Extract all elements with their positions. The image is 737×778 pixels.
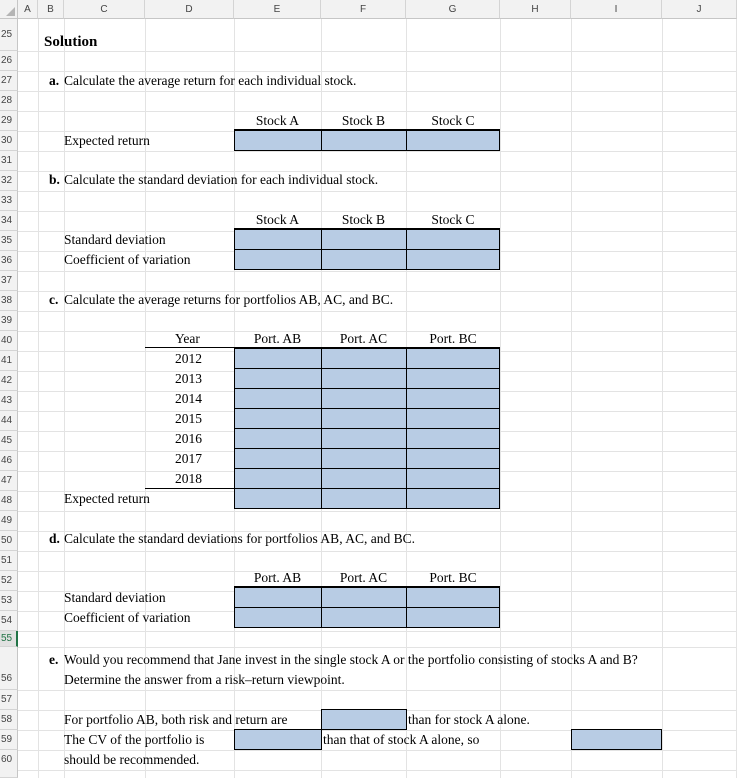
row-header-34[interactable]: 34 bbox=[0, 211, 18, 231]
input-cell-f42[interactable] bbox=[321, 368, 407, 389]
gridline bbox=[18, 271, 737, 272]
input-cell-g46[interactable] bbox=[406, 448, 500, 469]
part-b-header-stock-a: Stock A bbox=[255, 212, 300, 227]
row-header-39[interactable]: 39 bbox=[0, 311, 18, 331]
column-header-h[interactable]: H bbox=[500, 0, 571, 19]
year-cell: 2014 bbox=[175, 391, 202, 406]
input-cell-f35[interactable] bbox=[321, 229, 407, 250]
input-cell-g30[interactable] bbox=[406, 130, 500, 151]
input-cell-f45[interactable] bbox=[321, 428, 407, 449]
part-b-std-dev-label: Standard deviation bbox=[64, 232, 166, 247]
select-all-corner[interactable] bbox=[0, 0, 18, 19]
gridline bbox=[662, 19, 663, 778]
gridline bbox=[18, 647, 737, 648]
gridline bbox=[18, 51, 737, 52]
input-cell-g42[interactable] bbox=[406, 368, 500, 389]
input-cell-e30[interactable] bbox=[234, 130, 322, 151]
year-cell: 2016 bbox=[175, 431, 202, 446]
input-cell-g47[interactable] bbox=[406, 468, 500, 489]
row-header-53[interactable]: 53 bbox=[0, 591, 18, 611]
part-e-label: e. bbox=[49, 652, 59, 667]
row-header-57[interactable]: 57 bbox=[0, 690, 18, 710]
input-cell-f43[interactable] bbox=[321, 388, 407, 409]
row-header-37[interactable]: 37 bbox=[0, 271, 18, 291]
row-header-32[interactable]: 32 bbox=[0, 171, 18, 191]
part-a-heading: Calculate the average return for each individual stock. bbox=[64, 73, 357, 88]
row-header-49[interactable]: 49 bbox=[0, 511, 18, 531]
part-c-heading: Calculate the average returns for portfolios AB, AC, and BC. bbox=[64, 292, 394, 307]
part-d-header-port-ac: Port. AC bbox=[339, 570, 388, 585]
column-header-b[interactable]: B bbox=[38, 0, 64, 19]
input-cell-g53[interactable] bbox=[406, 587, 500, 608]
input-cell-e44[interactable] bbox=[234, 408, 322, 429]
input-cell-g43[interactable] bbox=[406, 388, 500, 409]
gridline bbox=[18, 151, 737, 152]
input-cell-g48[interactable] bbox=[406, 488, 500, 509]
input-cell-f44[interactable] bbox=[321, 408, 407, 429]
row-header-60[interactable]: 60 bbox=[0, 750, 18, 778]
row-header-30[interactable]: 30 bbox=[0, 131, 18, 151]
row-header-52[interactable]: 52 bbox=[0, 571, 18, 591]
row-header-38[interactable]: 38 bbox=[0, 291, 18, 311]
part-e-line1-right: than for stock A alone. bbox=[408, 712, 530, 727]
gridline bbox=[18, 750, 737, 751]
gridline bbox=[18, 311, 737, 312]
row-header-58[interactable]: 58 bbox=[0, 710, 18, 730]
row-header-47[interactable]: 47 bbox=[0, 471, 18, 491]
input-cell-f36[interactable] bbox=[321, 249, 407, 270]
row-header-42[interactable]: 42 bbox=[0, 371, 18, 391]
year-underline bbox=[145, 488, 234, 489]
part-b-header-stock-c: Stock C bbox=[431, 212, 475, 227]
input-cell-g41[interactable] bbox=[406, 348, 500, 369]
input-cell-f58[interactable] bbox=[321, 709, 407, 730]
input-cell-e36[interactable] bbox=[234, 249, 322, 270]
row-header-51[interactable]: 51 bbox=[0, 551, 18, 571]
input-cell-g44[interactable] bbox=[406, 408, 500, 429]
part-a-expected-return-label: Expected return bbox=[64, 133, 150, 148]
part-c-expected-return-label: Expected return bbox=[64, 491, 150, 506]
input-cell-e41[interactable] bbox=[234, 348, 322, 369]
gridline bbox=[18, 690, 737, 691]
part-a-header-stock-a: Stock A bbox=[255, 113, 300, 128]
row-header-54[interactable]: 54 bbox=[0, 611, 18, 631]
row-header-26[interactable]: 26 bbox=[0, 51, 18, 71]
part-d-cv-label: Coefficient of variation bbox=[64, 610, 191, 625]
part-c-header-port-ac: Port. AC bbox=[339, 331, 388, 346]
row-header-27[interactable]: 27 bbox=[0, 71, 18, 91]
input-cell-f46[interactable] bbox=[321, 448, 407, 469]
input-cell-g45[interactable] bbox=[406, 428, 500, 449]
row-header-33[interactable]: 33 bbox=[0, 191, 18, 211]
row-header-56[interactable]: 56 bbox=[0, 647, 18, 690]
row-header-31[interactable]: 31 bbox=[0, 151, 18, 171]
part-a-label: a. bbox=[49, 73, 60, 88]
input-cell-e54[interactable] bbox=[234, 607, 322, 628]
input-cell-f54[interactable] bbox=[321, 607, 407, 628]
input-cell-e53[interactable] bbox=[234, 587, 322, 608]
part-c-label: c. bbox=[49, 292, 59, 307]
column-header-d[interactable]: D bbox=[145, 0, 234, 19]
input-cell-f48[interactable] bbox=[321, 488, 407, 509]
input-cell-e35[interactable] bbox=[234, 229, 322, 250]
gridline bbox=[18, 511, 737, 512]
part-b-header-stock-b: Stock B bbox=[341, 212, 386, 227]
part-c-header-port-bc: Port. BC bbox=[429, 331, 477, 346]
input-cell-e43[interactable] bbox=[234, 388, 322, 409]
row-header-44[interactable]: 44 bbox=[0, 411, 18, 431]
row-header-36[interactable]: 36 bbox=[0, 251, 18, 271]
year-cell: 2013 bbox=[175, 371, 202, 386]
row-header-40[interactable]: 40 bbox=[0, 331, 18, 351]
part-b-heading: Calculate the standard deviation for each individual stock. bbox=[64, 172, 379, 187]
gridline bbox=[18, 91, 737, 92]
column-header-g[interactable]: G bbox=[406, 0, 500, 19]
part-e-heading-line2: Determine the answer from a risk–return viewpoint. bbox=[64, 672, 345, 687]
column-header-e[interactable]: E bbox=[234, 0, 321, 19]
column-header-a[interactable]: A bbox=[18, 0, 38, 19]
input-cell-e59[interactable] bbox=[234, 729, 322, 750]
input-cell-e48[interactable] bbox=[234, 488, 322, 509]
part-d-std-dev-label: Standard deviation bbox=[64, 590, 166, 605]
input-cell-f30[interactable] bbox=[321, 130, 407, 151]
year-cell: 2012 bbox=[175, 351, 202, 366]
gridline bbox=[18, 631, 737, 632]
input-cell-g54[interactable] bbox=[406, 607, 500, 628]
part-e-line1-left: For portfolio AB, both risk and return are bbox=[64, 712, 288, 727]
row-header-59[interactable]: 59 bbox=[0, 730, 18, 750]
row-header-46[interactable]: 46 bbox=[0, 451, 18, 471]
part-d-label: d. bbox=[49, 531, 60, 546]
year-cell: 2015 bbox=[175, 411, 202, 426]
part-d-heading: Calculate the standard deviations for portfolios AB, AC, and BC. bbox=[64, 531, 415, 546]
row-header-50[interactable]: 50 bbox=[0, 531, 18, 551]
part-c-header-port-ab: Port. AB bbox=[253, 331, 302, 346]
part-d-header-port-ab: Port. AB bbox=[253, 570, 302, 585]
part-e-line2-right: than that of stock A alone, so bbox=[323, 732, 480, 747]
input-cell-e45[interactable] bbox=[234, 428, 322, 449]
row-header-43[interactable]: 43 bbox=[0, 391, 18, 411]
part-e-heading-line1: Would you recommend that Jane invest in the single stock A or the portfolio consisting of stocks A and B? bbox=[64, 652, 638, 667]
input-cell-f41[interactable] bbox=[321, 348, 407, 369]
part-e-line2-left: The CV of the portfolio is bbox=[64, 732, 205, 747]
part-c-year-header: Year bbox=[175, 331, 200, 346]
row-header-55[interactable]: 55 bbox=[0, 631, 18, 647]
input-cell-e42[interactable] bbox=[234, 368, 322, 389]
row-header-29[interactable]: 29 bbox=[0, 111, 18, 131]
part-b-cv-label: Coefficient of variation bbox=[64, 252, 191, 267]
input-cell-f53[interactable] bbox=[321, 587, 407, 608]
input-cell-e47[interactable] bbox=[234, 468, 322, 489]
input-cell-g36[interactable] bbox=[406, 249, 500, 270]
input-cell-i59[interactable] bbox=[571, 729, 662, 750]
column-header-f[interactable]: F bbox=[321, 0, 406, 19]
gridline bbox=[18, 770, 737, 771]
part-e-line3: should be recommended. bbox=[64, 752, 200, 767]
column-header-j[interactable]: J bbox=[662, 0, 737, 19]
year-cell: 2018 bbox=[175, 471, 202, 486]
row-header-45[interactable]: 45 bbox=[0, 431, 18, 451]
input-cell-g35[interactable] bbox=[406, 229, 500, 250]
part-a-header-stock-b: Stock B bbox=[341, 113, 386, 128]
row-header-28[interactable]: 28 bbox=[0, 91, 18, 111]
year-cell: 2017 bbox=[175, 451, 202, 466]
row-header-35[interactable]: 35 bbox=[0, 231, 18, 251]
part-b-label: b. bbox=[49, 172, 60, 187]
input-cell-e46[interactable] bbox=[234, 448, 322, 469]
gridline bbox=[38, 19, 39, 778]
input-cell-f47[interactable] bbox=[321, 468, 407, 489]
row-header-25[interactable]: 25 bbox=[0, 19, 18, 51]
column-header-c[interactable]: C bbox=[64, 0, 145, 19]
row-header-48[interactable]: 48 bbox=[0, 491, 18, 511]
gridline bbox=[18, 71, 737, 72]
gridline bbox=[18, 191, 737, 192]
part-a-header-stock-c: Stock C bbox=[431, 113, 475, 128]
gridline bbox=[18, 551, 737, 552]
row-header-41[interactable]: 41 bbox=[0, 351, 18, 371]
page-title: Solution bbox=[44, 34, 98, 50]
part-d-header-port-bc: Port. BC bbox=[429, 570, 477, 585]
gridline bbox=[18, 111, 737, 112]
column-header-i[interactable]: I bbox=[571, 0, 662, 19]
